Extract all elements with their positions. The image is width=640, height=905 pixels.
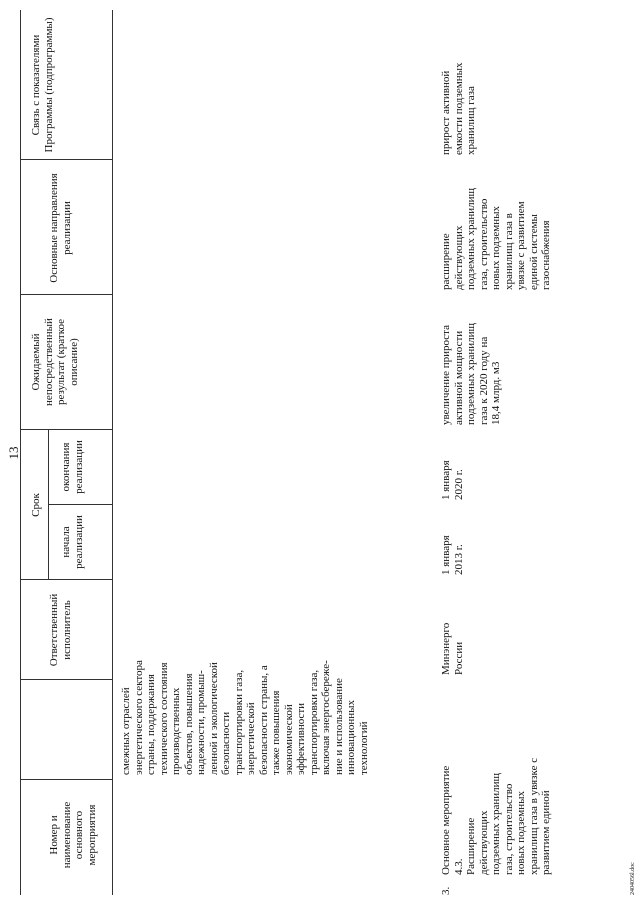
term-subheader-line [48, 430, 49, 580]
col-divider-1 [20, 779, 112, 780]
col-divider-5 [20, 294, 112, 295]
header-bottom-line [112, 10, 113, 895]
header-indicators: Связь с показателями Программы (подпрограммы) [30, 17, 55, 153]
table-top-line [20, 10, 21, 895]
row-result: увеличение прироста активной мощности подземных хранилищ газа к 2020 году на 18,4 млрд. м3 [440, 322, 502, 425]
col-divider-3a [48, 504, 112, 505]
header-term-start: начала реализации [60, 515, 85, 569]
row-indicators: прирост активной емкости подземных хранилищ газа [440, 62, 477, 155]
page-number: 13 [6, 446, 21, 460]
header-term-end: окончания реализации [60, 440, 85, 494]
header-executor: Ответственный исполнитель [48, 593, 73, 667]
continuation-text: смежных отраслей энергетического сектора страны, поддержания технического состояния производственных объектов, повышения надежности, промыш- ленной и экологической безопасности транспортировки газа, энергетической безопасности страны, а также повышения экономической эффективности транспортировки газа, включая энергосбереже- ние и использование инновационных технологий [120, 660, 370, 775]
header-directions: Основные направления реализации [48, 173, 73, 283]
col-divider-6 [20, 159, 112, 160]
row-number: 3. [440, 886, 452, 895]
row-name: Основное мероприятие 4.3. Расширение действующих подземных хранилищ газа, строительство новых подземных хранилищ газа в увязке с развитием единой [440, 757, 552, 875]
header-term: Срок [30, 493, 42, 517]
header-result: Ожидаемый непосредственный результат (краткое описание) [30, 318, 80, 406]
row-end: 1 января 2020 г. [440, 460, 465, 500]
footer-file-code: 2404056l.doc [630, 862, 636, 895]
header-name: Номер и наименование основного мероприятия [48, 801, 98, 869]
col-divider-2 [20, 679, 112, 680]
row-start: 1 января 2013 г. [440, 535, 465, 575]
row-directions: расширение действующих подземных хранилищ газа, строительство новых подземных хранилищ газа в увязке с развитием единой системы газоснабжения [440, 187, 552, 290]
row-executor: Минэнерго России [440, 622, 465, 675]
